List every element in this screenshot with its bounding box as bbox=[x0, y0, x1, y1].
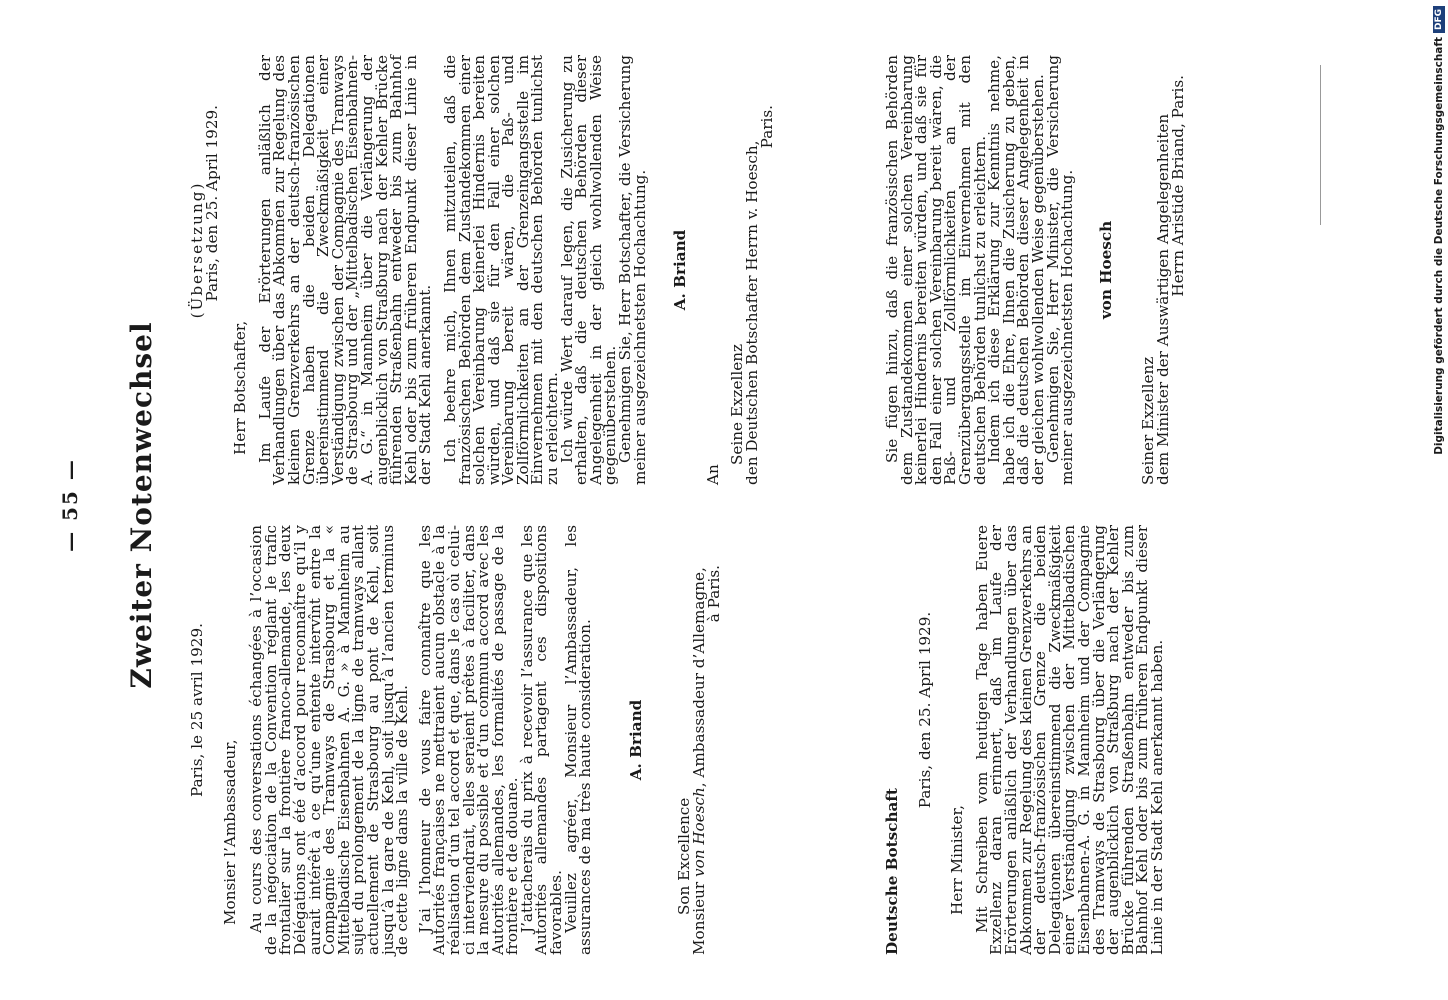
french-signature: A. Briand bbox=[626, 699, 645, 781]
stamp-text: Digitalisierung gefördert durch die Deutsche Forschungsgemeinschaft bbox=[1433, 37, 1445, 455]
translation-paragraph-2: Ich beehre mich, Ihnen mitzuteilen, daß die französischen Behörden dem Zustandekommen einer solchen Vereinbarung keinerlei Hindernis bereiten würden, und daß sie für den Fall einer solchen Vereinbarung bereit wären, die Paß- und Zollförmlichkeiten an der Grenzeingangsstelle im Einvernehmen mit den deutschen Behörden tunlichst zu erleichtern. bbox=[440, 55, 562, 485]
translation-paragraph-1: Im Laufe der Erörterungen anläßlich der Verhandlungen über das Abkommen zur Regelung des kleinen Grenzverkehrs an der deutsch-französischen Grenze haben die beiden Delegationen übereinstimmend die Zweckmäßigkeit einer Verständigung zwischen der Compagnie des Tramways de Strasbourg und der „Mittelbadischen Eisenbahnen-A. G.“ in Mannheim über die Verlängerung der augenblicklich von Straßburg nach der Kehler Brücke führenden Straßenbahn entweder bis zum Bahnhof Kehl oder bis zum früheren Endpunkt dieser Linie in der Stadt Kehl anerkannt. bbox=[255, 55, 435, 485]
reply-addressee-1: Seiner Exzellenz bbox=[1139, 356, 1158, 485]
translation-addressee-3: Paris. bbox=[757, 105, 776, 149]
page-number: — 55 — bbox=[58, 458, 82, 552]
reply-paragraph-3: Indem ich diese Erklärung zur Kenntnis nehme, habe ich die Ehre, Ihnen die Zusicherung zu geben, daß die deutschen Behörden dieser Angelegenheit in der gleichen wohlwollenden Weise gegenüberstehen. bbox=[985, 55, 1047, 485]
dfg-stamp bbox=[1412, 6, 1445, 996]
german-reply bbox=[885, 525, 1165, 955]
translation-addressee-2: den Deutschen Botschafter Herrn v. Hoesch, bbox=[743, 140, 761, 485]
page-title: Zweiter Notenwechsel bbox=[125, 321, 158, 689]
french-letter bbox=[190, 525, 721, 955]
translation-date: Paris, den 25. April 1929. bbox=[202, 105, 221, 302]
rotated-page-content bbox=[30, 25, 1370, 985]
reply-paragraph-1: Mit Schreiben vom heutigen Tage haben Euere Exzellenz daran erinnert, daß im Laufe der Erörterungen anläßlich der Verhandlungen über das Abkommen zur Regelung des kleinen Grenzverkehrs an der deutsch-französischen Grenze die beiden Delegationen übereinstimmend die Zweckmäßigkeit einer Verständigung zwischen der Mittelbadischen Eisenbahnen-A. G. in Mannheim und der Compagnie des Tramways de Strasbourg über die Verlängerung der augenblicklich von Straßburg nach der Kehler Brücke führenden Straßenbahn entweder bis zum Bahnhof Kehl oder bis zum früheren Endpunkt dieser Linie in der Stadt Kehl anerkannt haben. bbox=[972, 525, 1166, 955]
french-addressee-suffix: , Ambassadeur d’Allemagne, bbox=[690, 567, 709, 788]
french-salutation: Monsier l’Ambassadeur, bbox=[220, 739, 239, 925]
french-paragraph-3: J’attacherais du prix à recevoir l’assurance que les Autorités allemandes partagent ces dispositions favorables. bbox=[517, 525, 566, 955]
translation-signature: A. Briand bbox=[671, 229, 690, 311]
reply-date: Paris, den 25. April 1929. bbox=[915, 611, 934, 809]
reply-paragraph-2: Sie fügen hinzu, daß die französischen Behörden dem Zustandekommen einer solchen Vereinbarung keinerlei Hindernis bereiten würden, und daß sie für den Fall einer solchen Vereinbarung bereit wären, die Paß- und Zollförmlichkeiten an der Grenzübergangsstelle im Einvernehmen mit den deutschen Behörden tunlichst zu erleichtern. bbox=[883, 55, 989, 485]
translation-addressee-0: An bbox=[703, 464, 722, 485]
dfg-badge: DFG bbox=[1433, 6, 1445, 33]
translation-paragraph-3: Ich würde Wert darauf legen, die Zusicherung zu erhalten, daß die deutschen Behörden dieser Angelegenheit in der gleich wohlwollenden Weise gegenüberstehen. bbox=[557, 55, 620, 485]
reply-signature: von Hoesch bbox=[1096, 220, 1115, 320]
french-paragraph-4: Veuillez agréer, Monsieur l’Ambassadeur, les assurances de ma très haute consideration. bbox=[561, 525, 595, 955]
translation-paragraph-4: Genehmigen Sie, Herr Botschafter, die Versicherung meiner ausgezeichnetsten Hochachtung. bbox=[616, 55, 649, 485]
reply-paragraph-4: Genehmigen Sie, Herr Minister, die Versicherung meiner ausgezeichnetsten Hochachtung. bbox=[1043, 55, 1077, 485]
french-addressee-prefix: Monsieur bbox=[690, 877, 709, 955]
german-reply-continued bbox=[885, 55, 1185, 485]
reply-addressee-2: dem Minister der Auswärtigen Angelegenheiten bbox=[1153, 113, 1172, 485]
german-translation bbox=[190, 55, 774, 485]
reply-heading: Deutsche Botschaft bbox=[883, 788, 901, 955]
translation-salutation: Herr Botschafter, bbox=[231, 320, 250, 455]
scan-artifact-line bbox=[1320, 65, 1321, 225]
translation-addressee-1: Seine Exzellenz bbox=[728, 344, 747, 465]
french-date: Paris, le 25 avril 1929. bbox=[188, 623, 206, 797]
french-addressee-1: Son Excellence bbox=[675, 797, 694, 915]
reply-addressee-3: Herrn Aristide Briand, Paris. bbox=[1168, 75, 1187, 297]
french-addressee-name: von Hoesch bbox=[690, 787, 709, 878]
reply-salutation: Herr Minister, bbox=[948, 805, 967, 915]
french-paragraph-1: Au cours des conversations échangées à l’occasion de la négociation de la Convention réglant le trafic frontalier sur la frontière franco-allemande, les deux Délégations ont été d’accord pour reconnaître qu’il y aurait intérêt à ce qu’une entente intervînt entre la Compagnie des Tramways de Strasbourg et la « Mittelbadische Eisenbahnen A. G. » à Mannheim au sujet du prolongement de la ligne de tramways allant actuellement de Strasbourg au pont de Kehl, soit jusqu’à la gare de Kehl, soit jusqu’à l’ancien terminus de cette ligne dans la ville de Kehl. bbox=[247, 525, 412, 955]
translation-heading: (Übersetzung) bbox=[188, 181, 206, 319]
french-paragraph-2: J’ai l’honneur de vous faire connaître que les Autorités françaises ne mettraient aucun obstacle à la réalisation d’un tel accord et que, dans le cas où celui-ci interviendrait, elles seraient prêtes à faciliter, dans la mesure du possible et d’un commun accord avec les Autorités allemandes, les formalités de passage de la frontière et de douane. bbox=[415, 525, 522, 955]
french-addressee-3: à Paris. bbox=[704, 565, 723, 623]
